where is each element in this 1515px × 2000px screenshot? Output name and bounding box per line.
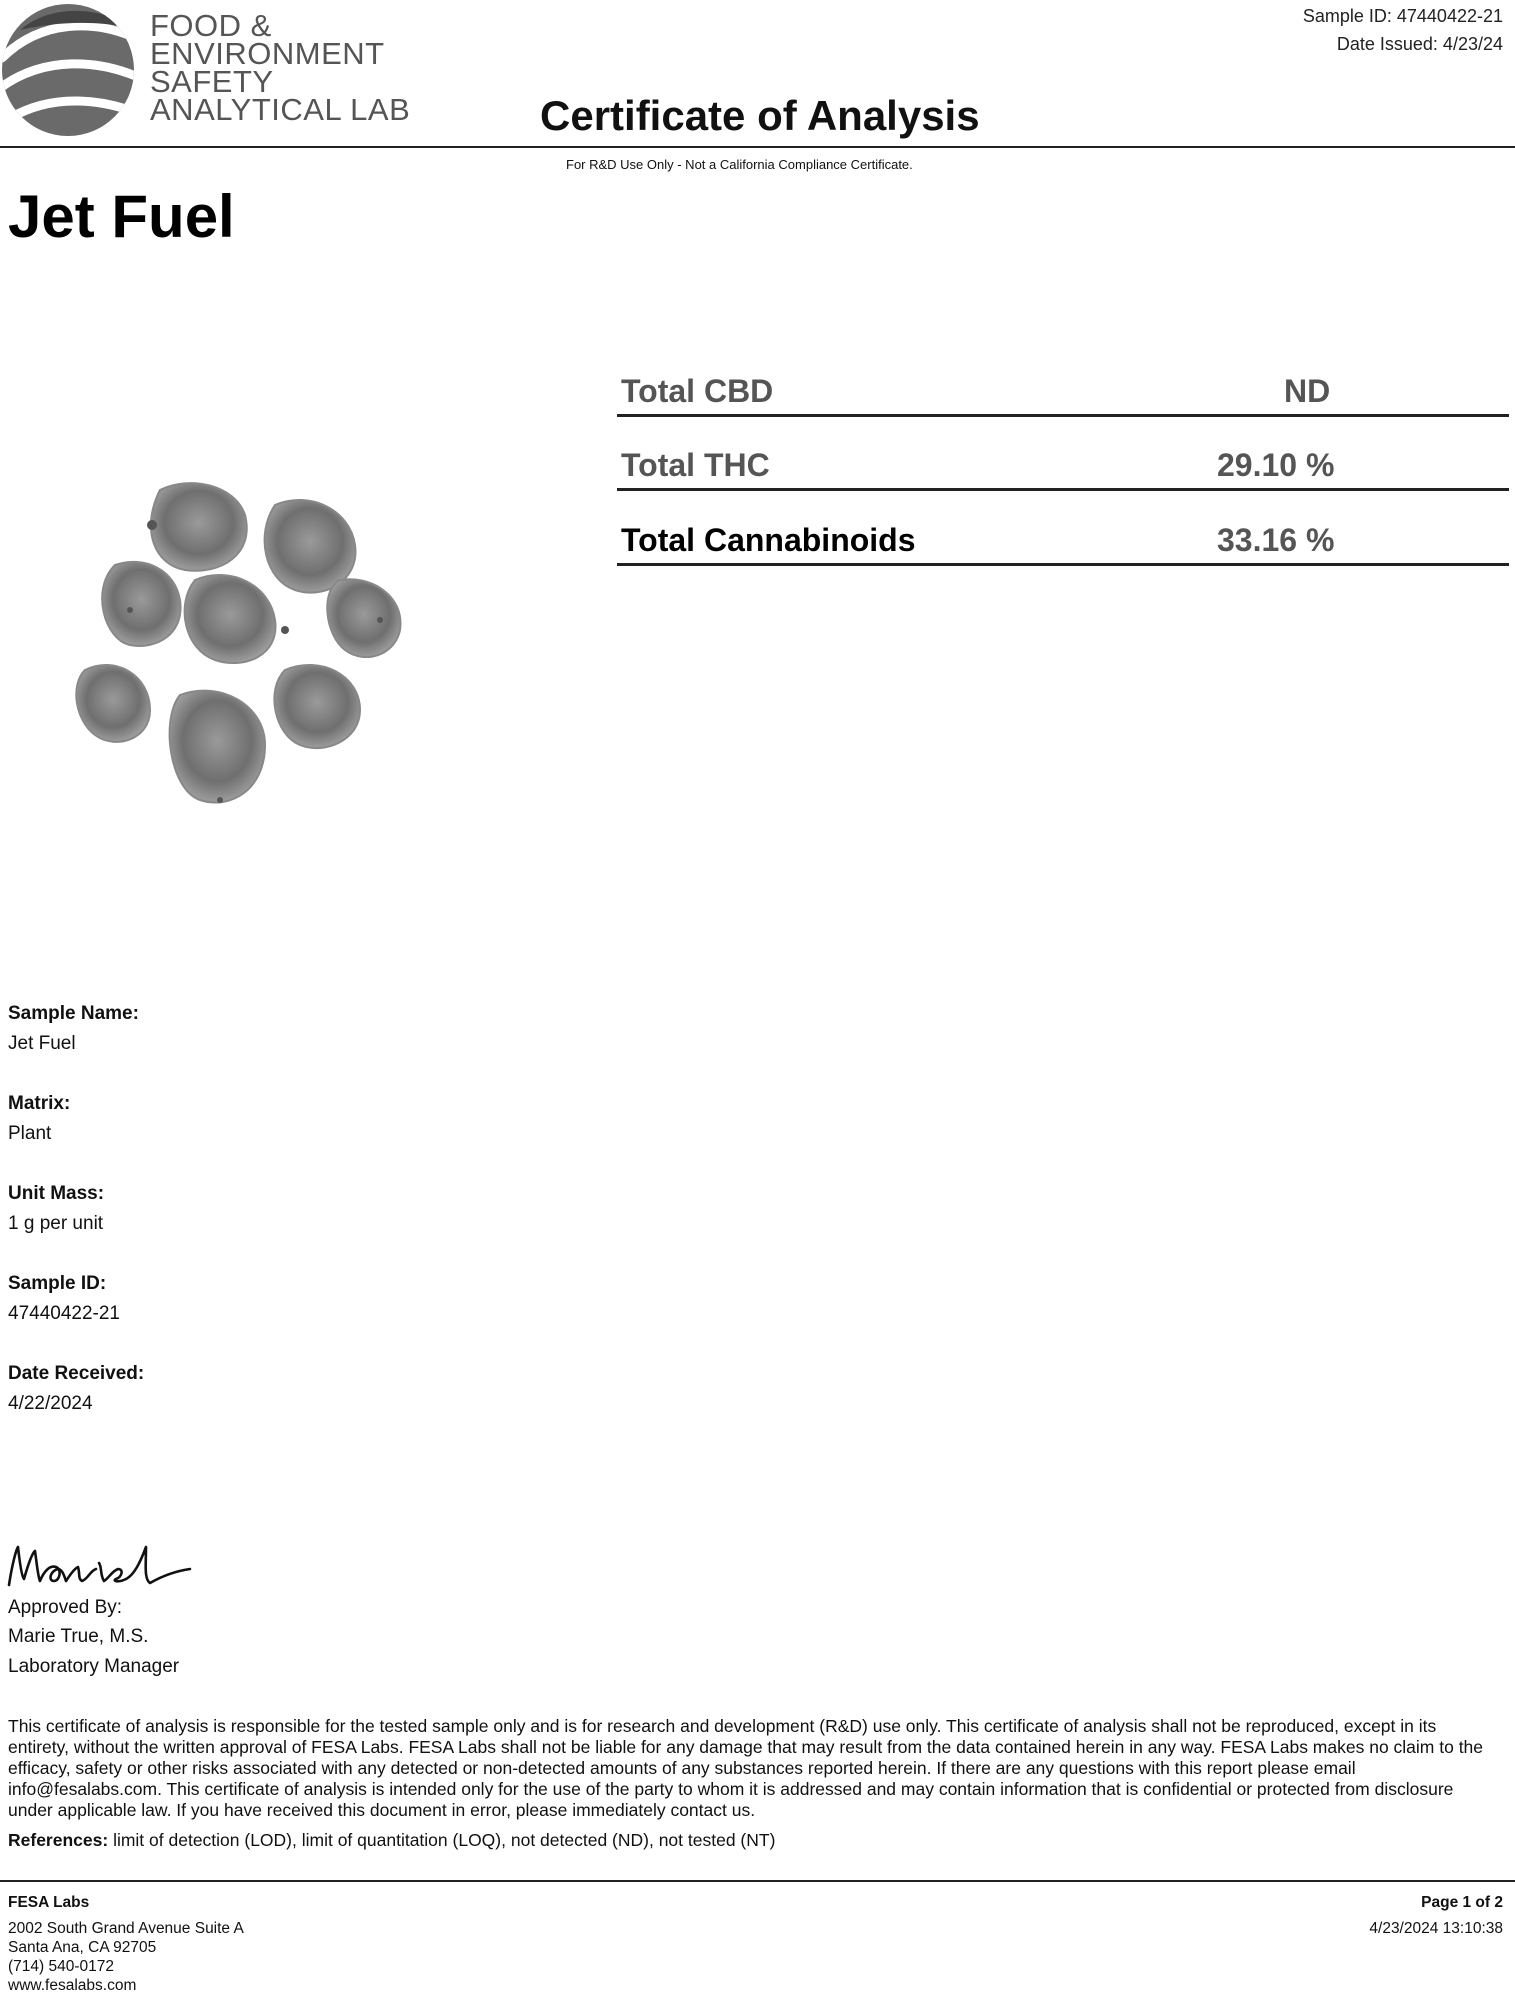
footer-address-line1: 2002 South Grand Avenue Suite A — [8, 1920, 244, 1937]
summary-value: ND — [1284, 373, 1331, 409]
header-divider — [0, 146, 1515, 148]
page-number: Page 1 of 2 — [1421, 1894, 1503, 1911]
product-name: Jet Fuel — [8, 183, 235, 250]
logo-text-line-2: ENVIRONMENT — [150, 36, 385, 71]
approver-role: Laboratory Manager — [8, 1656, 180, 1677]
date-received-label: Date Received: — [8, 1363, 145, 1384]
references-label: References: — [8, 1830, 109, 1850]
page-title: Certificate of Analysis — [540, 92, 980, 139]
signature — [4, 1535, 194, 1600]
footer-divider — [0, 1880, 1515, 1882]
approver-name: Marie True, M.S. — [8, 1626, 149, 1647]
cannabis-buds-photo — [70, 470, 440, 820]
header-date-issued: Date Issued: 4/23/24 — [1336, 34, 1503, 54]
rd-notice: For R&D Use Only - Not a California Compliance Certificate. — [566, 157, 913, 172]
unit-mass-label: Unit Mass: — [8, 1183, 105, 1204]
handwritten-signature — [4, 1535, 194, 1595]
logo-text-line-3: SAFETY — [150, 64, 274, 99]
approved-by-label: Approved By: — [8, 1597, 123, 1618]
date-received-value: 4/22/2024 — [8, 1393, 93, 1414]
footer-company: FESA Labs — [8, 1894, 90, 1911]
unit-mass-value: 1 g per unit — [8, 1213, 104, 1234]
summary-row — [617, 354, 1509, 417]
sample-id-value: 47440422-21 — [8, 1303, 120, 1324]
summary-row — [617, 503, 1509, 566]
footer-phone: (714) 540-0172 — [8, 1958, 114, 1975]
summary-label: Total CBD — [621, 373, 774, 409]
product-photo — [70, 470, 440, 825]
logo-text-line-1: FOOD & — [150, 8, 272, 43]
summary-row — [617, 428, 1509, 491]
sample-name-label: Sample Name: — [8, 1003, 139, 1024]
summary-value: 29.10 % — [1217, 447, 1335, 483]
logo-text-line-4: ANALYTICAL LAB — [150, 92, 411, 127]
lab-logo-icon — [0, 0, 140, 140]
references — [8, 1830, 775, 1851]
summary-value: 33.16 % — [1217, 522, 1335, 558]
footer-timestamp: 4/23/2024 13:10:38 — [1369, 1920, 1503, 1937]
sample-id-label: Sample ID: — [8, 1273, 107, 1294]
lab-logo — [0, 0, 411, 145]
matrix-label: Matrix: — [8, 1093, 71, 1114]
disclaimer-text: This certificate of analysis is responsible for the tested sample only and is for research and development (R&D) use only. This certificate of analysis shall not be reproduced, except in its entirety, without the written approval of FESA Labs. FESA Labs shall not be liable for any damage that may result from the data contained herein in any way. FESA Labs makes no claim to the efficacy, safety or other risks associated with any detected or non-detected amounts of any substances reported herein. If there are any questions with this report please email info@fesalabs.com. This certificate of analysis is intended only for the use of the party to whom it is addressed and may contain information that is confidential or protected from disclosure under applicable law. If you have received this document in error, please immediately contact us. — [8, 1716, 1484, 1820]
header-sample-id: Sample ID: 47440422-21 — [1302, 6, 1503, 26]
matrix-value: Plant — [8, 1123, 52, 1144]
references-text: limit of detection (LOD), limit of quantitation (LOQ), not detected (ND), not tested (NT) — [108, 1830, 776, 1850]
summary-label: Total Cannabinoids — [621, 522, 916, 558]
footer-website[interactable]: www.fesalabs.com — [8, 1977, 137, 1994]
footer-address-line2: Santa Ana, CA 92705 — [8, 1939, 157, 1956]
summary-label: Total THC — [621, 447, 770, 483]
sample-name-value: Jet Fuel — [8, 1033, 76, 1054]
